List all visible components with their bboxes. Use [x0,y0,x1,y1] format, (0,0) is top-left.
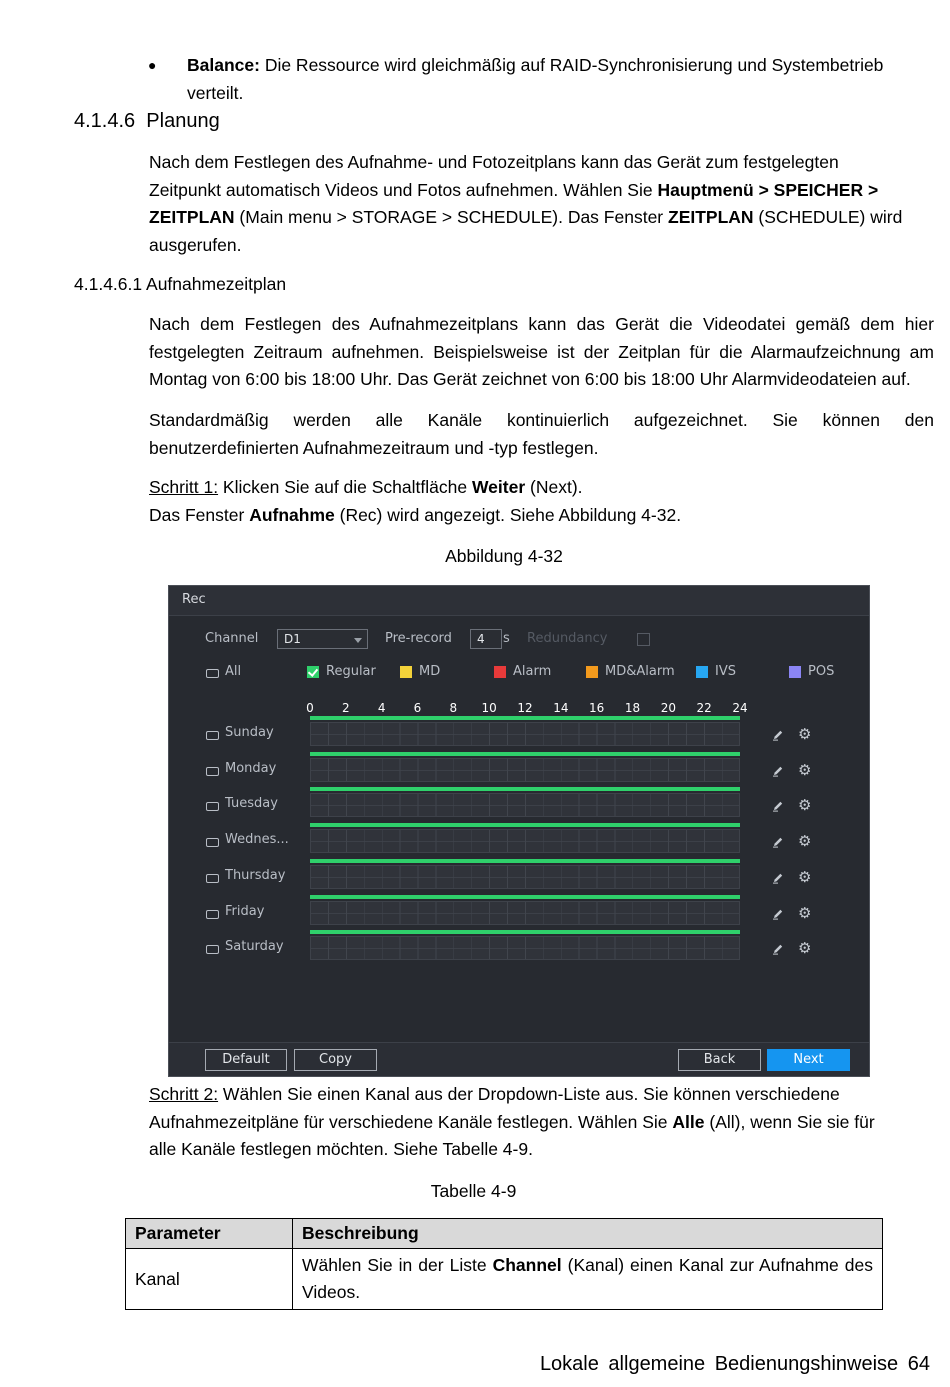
intro-line-2: Zeitpunkt automatisch Videos und Fotos aufnehmen. Wählen Sie Hauptmenü > SPEICHER > [149,179,879,200]
legend-label: Regular [326,664,376,679]
legend-label: Alarm [513,664,552,679]
paragraph-default-recording [149,407,934,462]
default-button[interactable]: Default [205,1049,287,1071]
hour-tick-label: 4 [377,701,386,715]
table-caption: Tabelle 4-9 [430,1181,517,1201]
legend-swatch-pos[interactable] [789,666,801,678]
legend-swatch-regular[interactable] [307,666,319,678]
regular-record-bar[interactable] [310,859,740,863]
day-checkbox[interactable] [206,802,219,811]
all-checkbox[interactable] [206,669,219,678]
intro-line-4: ausgerufen. [149,234,242,255]
legend-swatch-ivs[interactable] [696,666,708,678]
step-1-label: Schritt 1: [149,477,219,497]
rec-window-screenshot [168,585,870,1077]
legend-swatch-md-alarm[interactable] [586,666,598,678]
para2-line-2: benutzerdefinierten Aufnahmezeitraum und -typ festlegen. [149,437,599,458]
hour-tick-label: 18 [624,701,641,715]
day-checkbox[interactable] [206,874,219,883]
day-checkbox[interactable] [206,767,219,776]
gear-icon[interactable]: ⚙ [798,760,812,779]
regular-record-bar[interactable] [310,716,740,720]
page-number: 64 [907,1353,930,1375]
step-2-line-2: Aufnahmezeitpläne für verschiedene Kanäle festlegen. Wählen Sie Alle (All), wenn Sie sie für [149,1111,875,1132]
footer-text: Lokale allgemeine Bedienungshinweise [539,1353,899,1375]
intro-line-3: ZEITPLAN (Main menu > STORAGE > SCHEDULE). Das Fenster ZEITPLAN (SCHEDULE) wird [149,207,903,227]
page-footer [540,1351,930,1377]
regular-record-bar[interactable] [310,930,740,934]
gear-icon[interactable]: ⚙ [798,725,812,743]
hour-tick-label: 14 [553,701,569,715]
day-checkbox[interactable] [206,731,219,740]
day-timeline-grid[interactable] [310,865,740,889]
hour-tick-label: 16 [589,701,605,715]
window-titlebar [169,586,869,616]
gear-icon[interactable]: ⚙ [798,867,812,886]
channel-label: Channel [205,631,259,646]
regular-record-bar[interactable] [310,823,740,827]
prerecord-value: 4 [477,632,485,646]
day-timeline-grid[interactable] [310,936,740,960]
section-number: 4.1.4.6 [74,110,136,132]
channel-value: D1 [284,632,301,646]
hour-tick-label: 20 [660,701,676,715]
day-label: Monday [225,760,277,776]
edit-pencil-icon[interactable] [772,908,784,920]
day-label: Saturday [225,939,284,955]
day-timeline-grid[interactable] [310,793,740,817]
channel-select[interactable] [277,629,368,649]
para2-line-1: Standardmäßig werden alle Kanäle kontinuierlich aufgezeichnet. Sie können den [149,410,934,430]
bullet-item-balance [187,52,932,107]
gear-icon[interactable]: ⚙ [798,796,812,815]
hour-tick-label: 24 [732,701,748,715]
day-timeline-grid[interactable] [310,722,740,746]
back-button[interactable]: Back [678,1049,761,1071]
step-2-line-3: alle Kanäle festlegen möchten. Siehe Tabelle 4-9. [149,1139,533,1159]
day-label: Sunday [225,725,274,740]
edit-pencil-icon[interactable] [772,729,784,741]
legend-label: IVS [715,664,736,679]
legend-label: POS [808,664,835,679]
step-1-line-1: Schritt 1: Klicken Sie auf die Schaltfläche Weiter (Next). [149,477,583,497]
edit-pencil-icon[interactable] [772,872,784,884]
step-2-label: Schritt 2: [149,1084,219,1104]
parameter-table [125,1218,883,1310]
next-button[interactable]: Next [767,1049,850,1071]
gear-icon[interactable]: ⚙ [798,903,812,922]
chevron-down-icon [354,638,362,643]
regular-record-bar[interactable] [310,787,740,791]
day-label: Friday [225,903,265,919]
window-title: Rec [182,592,206,607]
figure-caption: Abbildung 4-32 [445,546,563,566]
table-header-description: Beschreibung [293,1219,883,1249]
hour-tick-label: 12 [517,701,533,715]
table-row [126,1249,883,1310]
bullet-text: Die Ressource wird gleichmäßig auf RAID-Synchronisierung und Systembetrieb verteilt. [187,55,884,103]
day-label: Tuesday [225,796,278,812]
intro-paragraph [149,149,939,259]
day-timeline-grid[interactable] [310,901,740,925]
gear-icon[interactable]: ⚙ [798,939,812,958]
table-header-row [126,1219,883,1249]
table-cell-param: Kanal [126,1249,293,1310]
section-title: Planung [146,110,220,132]
redundancy-label: Redundancy [527,631,608,646]
hour-tick-label: 0 [306,701,314,715]
legend-label: MD&Alarm [605,664,675,679]
legend-swatch-alarm[interactable] [494,666,506,678]
day-timeline-grid[interactable] [310,758,740,782]
step-1 [149,474,934,529]
legend-swatch-md[interactable] [400,666,412,678]
hour-tick-label: 2 [342,701,350,715]
day-label: Thursday [225,867,286,883]
day-checkbox[interactable] [206,945,219,954]
prerecord-label: Pre-record [385,631,452,646]
hour-tick-label: 10 [481,701,497,715]
table-header-parameter: Parameter [126,1219,293,1249]
gear-icon[interactable]: ⚙ [798,832,812,851]
hour-tick-label: 22 [696,701,712,715]
hour-tick-label: 6 [413,701,422,715]
day-label: Wednes... [225,832,289,848]
regular-record-bar[interactable] [310,752,740,756]
day-checkbox[interactable] [206,838,219,847]
step-2-line-1: Schritt 2: Wählen Sie einen Kanal aus der Dropdown-Liste aus. Sie können verschiedene [149,1084,840,1104]
prerecord-unit: s [503,631,510,646]
day-checkbox[interactable] [206,910,219,919]
redundancy-checkbox[interactable] [637,633,650,646]
step-2 [149,1081,934,1164]
all-label: All [225,664,242,679]
edit-pencil-icon[interactable] [772,765,784,777]
edit-pencil-icon[interactable] [772,800,784,812]
prerecord-input[interactable] [470,629,502,649]
step-1-line-2: Das Fenster Aufnahme (Rec) wird angezeigt. Siehe Abbildung 4-32. [149,504,682,525]
paragraph-record-schedule: Nach dem Festlegen des Aufnahmezeitplans kann das Gerät die Videodatei gemäß dem hier festgelegten Zeitraum aufnehmen. Beispielsweise ist der Zeitplan für die Alarmaufzeichnung am Montag von 6:00 bis 18:00 Uhr. Das Gerät zeichnet von 6:00 bis 18:00 Uhr Alarmvideodateien auf. [149,314,934,389]
copy-button[interactable]: Copy [294,1049,377,1071]
bullet-term: Balance: [187,55,260,75]
edit-pencil-icon[interactable] [772,836,784,848]
bullet-symbol: ● [148,57,157,73]
subsection-number: 4.1.4.6.1 [74,274,143,294]
edit-pencil-icon[interactable] [772,943,784,955]
subsection-heading [74,272,286,296]
section-heading [74,108,220,134]
subsection-title: Aufnahmezeitplan [146,274,287,294]
hour-tick-label: 8 [449,701,458,715]
day-timeline-grid[interactable] [310,829,740,853]
table-cell-description: Wählen Sie in der Liste Channel (Kanal) einen Kanal zur Aufnahme des Videos. [293,1249,883,1310]
regular-record-bar[interactable] [310,895,740,899]
legend-label: MD [419,664,441,679]
intro-line-1: Nach dem Festlegen des Aufnahme- und Fotozeitplans kann das Gerät zum festgelegten [149,152,839,172]
